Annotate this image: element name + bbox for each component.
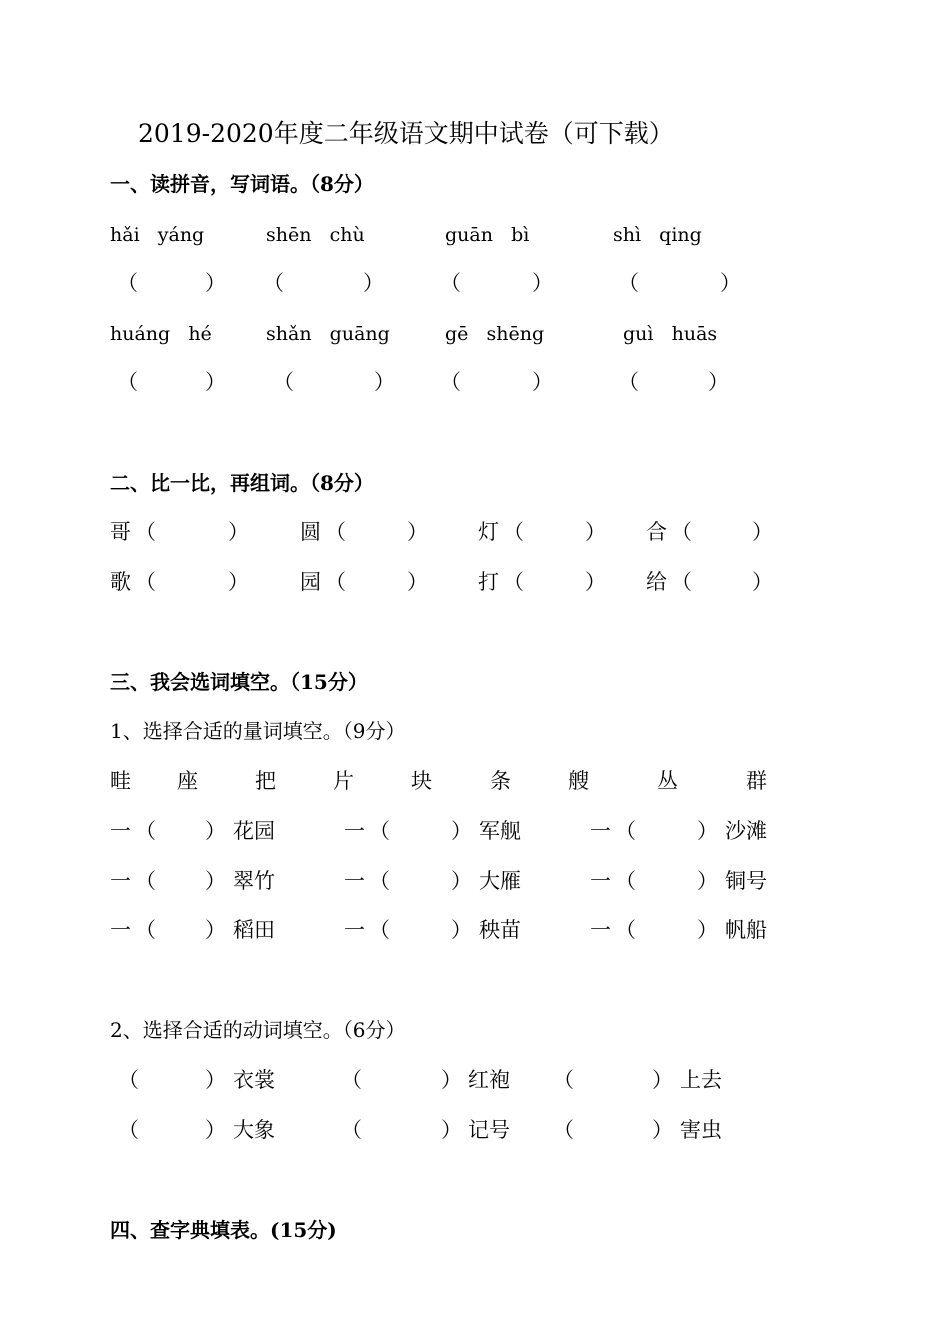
answer-close-paren: ） [363,271,384,295]
fill-noun: 红袍 [468,1068,510,1092]
answer-close-paren: ） [697,819,718,843]
answer-close-paren: ） [441,1118,462,1142]
answer-close-paren: ） [407,520,428,544]
pinyin-item: shǎn guāng [266,323,390,345]
page-title: 2019-2020年度二年级语文期中试卷（可下载） [138,119,674,148]
answer-close-paren: ） [441,1068,462,1092]
fill-noun: 秧苗 [479,918,521,942]
q2-heading: 2、选择合适的动词填空。（6分） [110,1018,406,1042]
measure-word-option: 群 [746,769,767,793]
fill-noun: 大象 [233,1118,275,1142]
compare-char: 灯 [478,520,499,544]
answer-close-paren: ） [407,570,428,594]
fill-noun: 花园 [233,819,275,843]
answer-open-paren: （ [553,1068,574,1092]
q1-heading: 1、选择合适的量词填空。（9分） [110,719,406,743]
fill-noun: 记号 [468,1118,510,1142]
compare-char: 打 [478,570,499,594]
prefix-one: 一 [344,918,365,942]
answer-close-paren: ） [708,370,729,394]
fill-noun: 翠竹 [233,869,275,893]
answer-close-paren: ） [652,1118,673,1142]
answer-close-paren: ） [205,869,226,893]
answer-close-paren: ） [205,370,226,394]
answer-close-paren: ） [697,918,718,942]
pinyin-item: huáng hé [110,323,212,345]
answer-open-paren: （ [369,918,390,942]
measure-word-option: 座 [177,769,198,793]
answer-close-paren: ） [205,819,226,843]
prefix-one: 一 [590,819,611,843]
answer-close-paren: ） [532,370,553,394]
pinyin-item: guān bì [445,224,530,246]
answer-open-paren: （ [325,520,346,544]
answer-open-paren: （ [118,1118,139,1142]
answer-open-paren: （ [671,570,692,594]
pinyin-item: guì huās [623,323,718,345]
answer-open-paren: （ [273,370,294,394]
pinyin-item: shì qing [613,224,702,246]
answer-close-paren: ） [205,1068,226,1092]
fill-noun: 帆船 [725,918,767,942]
section3-heading: 三、我会选词填空。（15分） [110,670,368,694]
compare-char: 园 [300,570,321,594]
answer-close-paren: ） [720,271,741,295]
answer-open-paren: （ [135,520,156,544]
prefix-one: 一 [110,819,131,843]
answer-open-paren: （ [615,869,636,893]
compare-char: 给 [646,570,667,594]
answer-close-paren: ） [205,271,226,295]
answer-open-paren: （ [325,570,346,594]
fill-noun: 铜号 [725,869,767,893]
measure-word-option: 把 [255,769,276,793]
fill-noun: 军舰 [479,819,521,843]
answer-open-paren: （ [618,271,639,295]
answer-close-paren: ） [205,1118,226,1142]
compare-char: 合 [646,520,667,544]
answer-open-paren: （ [117,271,138,295]
answer-close-paren: ） [451,869,472,893]
measure-word-option: 块 [411,769,432,793]
prefix-one: 一 [344,819,365,843]
compare-char: 圆 [300,520,321,544]
section1-heading: 一、读拼音，写词语。（8分） [110,172,374,196]
compare-char: 哥 [110,520,131,544]
answer-close-paren: ） [374,370,395,394]
answer-open-paren: （ [135,819,156,843]
measure-word-option: 条 [490,769,511,793]
prefix-one: 一 [590,869,611,893]
measure-word-option: 丛 [657,769,678,793]
answer-open-paren: （ [341,1118,362,1142]
prefix-one: 一 [110,869,131,893]
fill-noun: 稻田 [233,918,275,942]
answer-open-paren: （ [135,869,156,893]
answer-close-paren: ） [228,570,249,594]
measure-word-option: 片 [333,769,354,793]
pinyin-item: shēn chù [266,224,365,246]
answer-close-paren: ） [752,570,773,594]
answer-open-paren: （ [341,1068,362,1092]
measure-word-option: 畦 [110,769,131,793]
answer-open-paren: （ [671,520,692,544]
fill-noun: 害虫 [680,1118,722,1142]
answer-open-paren: （ [263,271,284,295]
answer-close-paren: ） [752,520,773,544]
answer-open-paren: （ [369,869,390,893]
measure-word-option: 艘 [568,769,589,793]
answer-open-paren: （ [618,370,639,394]
prefix-one: 一 [344,869,365,893]
answer-open-paren: （ [553,1118,574,1142]
answer-open-paren: （ [369,819,390,843]
fill-noun: 大雁 [479,869,521,893]
prefix-one: 一 [590,918,611,942]
prefix-one: 一 [110,918,131,942]
answer-open-paren: （ [440,271,461,295]
answer-close-paren: ） [585,520,606,544]
answer-open-paren: （ [615,918,636,942]
answer-close-paren: ） [228,520,249,544]
fill-noun: 沙滩 [725,819,767,843]
fill-noun: 衣裳 [233,1068,275,1092]
answer-close-paren: ） [451,819,472,843]
pinyin-item: gē shēng [445,323,545,345]
answer-close-paren: ） [451,918,472,942]
answer-close-paren: ） [205,918,226,942]
answer-close-paren: ） [532,271,553,295]
compare-char: 歌 [110,570,131,594]
answer-open-paren: （ [135,570,156,594]
answer-open-paren: （ [135,918,156,942]
section2-heading: 二、比一比，再组词。（8分） [110,471,374,495]
answer-open-paren: （ [440,370,461,394]
answer-open-paren: （ [503,570,524,594]
answer-open-paren: （ [118,1068,139,1092]
answer-open-paren: （ [615,819,636,843]
answer-open-paren: （ [117,370,138,394]
pinyin-item: hǎi yáng [110,224,205,246]
fill-noun: 上去 [680,1068,722,1092]
section4-heading: 四、查字典填表。(15分) [110,1218,337,1242]
answer-close-paren: ） [652,1068,673,1092]
answer-open-paren: （ [503,520,524,544]
answer-close-paren: ） [697,869,718,893]
answer-close-paren: ） [585,570,606,594]
